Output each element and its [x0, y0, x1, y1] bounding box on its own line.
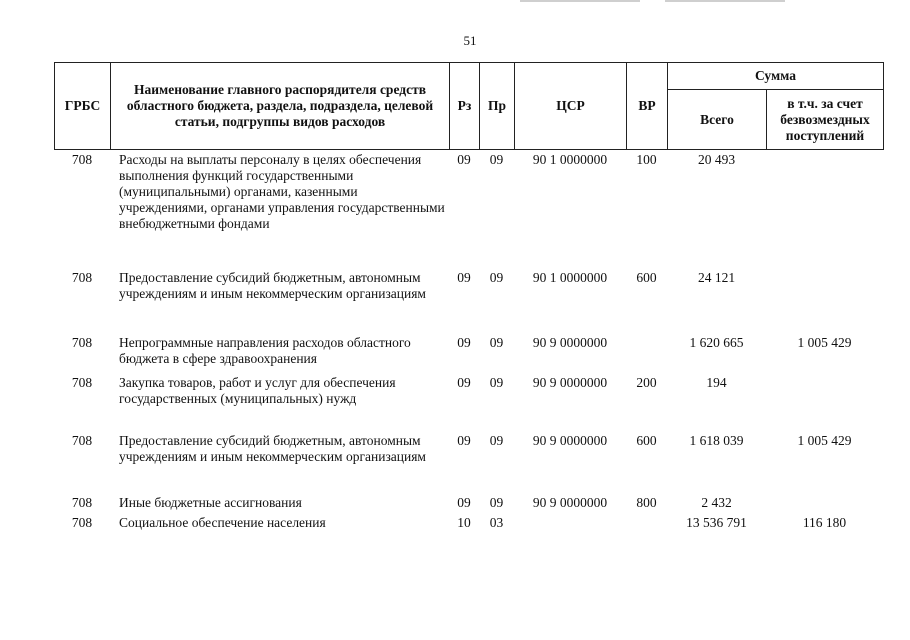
csr-cell: 90 9 0000000 [532, 495, 608, 510]
budget-table [54, 152, 883, 535]
grbs-cell: 708 [71, 152, 93, 167]
name-cell: Расходы на выплаты персоналу в целях обеспечения выполнения функций государственными (муниципальными) органами, казенными учреждениями, органами управления государственными внебюджетными фондами [119, 152, 445, 231]
free-cell: 1 005 429 [797, 433, 852, 448]
name-cell: Иные бюджетные ассигнования [119, 495, 302, 510]
table-row [54, 270, 883, 335]
top-edge-line [665, 0, 785, 2]
page-number: 51 [463, 33, 477, 48]
grbs-cell: 708 [71, 375, 93, 390]
total-cell: 1 620 665 [689, 335, 744, 350]
total-cell: 20 493 [697, 152, 736, 167]
csr-cell: 90 9 0000000 [532, 375, 608, 390]
free-cell: 116 180 [802, 515, 847, 530]
pr-cell: 03 [489, 515, 504, 530]
table-row [54, 515, 883, 535]
vr-cell: 200 [636, 375, 657, 390]
grbs-cell: 708 [71, 515, 93, 530]
rz-cell: 09 [457, 433, 471, 448]
pr-cell: 09 [489, 375, 504, 390]
header-free: в т.ч. за счет безвозмездных поступлений [767, 90, 884, 150]
vr-cell: 600 [636, 433, 657, 448]
table-row [54, 495, 883, 515]
pr-cell: 09 [489, 433, 504, 448]
free-cell [766, 495, 883, 515]
name-cell: Социальное обеспечение населения [119, 515, 326, 530]
vr-cell: 100 [636, 152, 657, 167]
total-cell: 24 121 [697, 270, 736, 285]
grbs-cell: 708 [71, 270, 93, 285]
header-name: Наименование главного распорядителя средств областного бюджета, раздела, подраздела, целевой статьи, подгруппы видов расходов [111, 63, 450, 150]
table-row [54, 433, 883, 495]
pr-cell: 09 [489, 152, 504, 167]
header-sum: Сумма [668, 63, 884, 90]
grbs-cell: 708 [71, 335, 93, 350]
table-row [54, 375, 883, 433]
name-cell: Предоставление субсидий бюджетным, автономным учреждениям и иным некоммерческим организациям [119, 270, 426, 301]
csr-cell: 90 9 0000000 [532, 433, 608, 448]
total-cell: 1 618 039 [689, 433, 744, 448]
top-edge-line [520, 0, 640, 2]
grbs-cell: 708 [71, 433, 93, 448]
header-grbs: ГРБС [55, 63, 111, 150]
header-pr: Пр [480, 63, 515, 150]
csr-cell [514, 515, 626, 535]
header-vr: ВР [627, 63, 668, 150]
name-cell: Непрограммные направления расходов областного бюджета в сфере здравоохранения [119, 335, 411, 366]
grbs-cell: 708 [71, 495, 93, 510]
rz-cell: 09 [457, 375, 471, 390]
header-rz: Рз [450, 63, 480, 150]
rz-cell: 09 [457, 270, 471, 285]
free-cell [766, 270, 883, 335]
csr-cell: 90 1 0000000 [532, 152, 608, 167]
pr-cell: 09 [489, 495, 504, 510]
free-cell [766, 152, 883, 270]
total-cell: 194 [706, 375, 727, 390]
name-cell: Предоставление субсидий бюджетным, автономным учреждениям и иным некоммерческим организациям [119, 433, 426, 464]
vr-cell [626, 515, 667, 535]
rz-cell: 09 [457, 335, 471, 350]
table-row [54, 335, 883, 375]
pr-cell: 09 [489, 335, 504, 350]
rz-cell: 09 [457, 495, 471, 510]
total-cell: 13 536 791 [686, 515, 747, 530]
table-header [54, 62, 884, 150]
pr-cell: 09 [489, 270, 504, 285]
vr-cell: 800 [636, 495, 657, 510]
header-csr: ЦСР [515, 63, 627, 150]
csr-cell: 90 1 0000000 [532, 270, 608, 285]
free-cell [766, 375, 883, 433]
vr-cell: 600 [636, 270, 657, 285]
table-row [54, 152, 883, 270]
free-cell: 1 005 429 [797, 335, 852, 350]
rz-cell: 10 [457, 515, 471, 530]
name-cell: Закупка товаров, работ и услуг для обеспечения государственных (муниципальных) нужд [119, 375, 396, 406]
rz-cell: 09 [457, 152, 471, 167]
header-total: Всего [668, 90, 767, 150]
vr-cell [626, 335, 667, 375]
total-cell: 2 432 [701, 495, 732, 510]
csr-cell: 90 9 0000000 [532, 335, 608, 350]
